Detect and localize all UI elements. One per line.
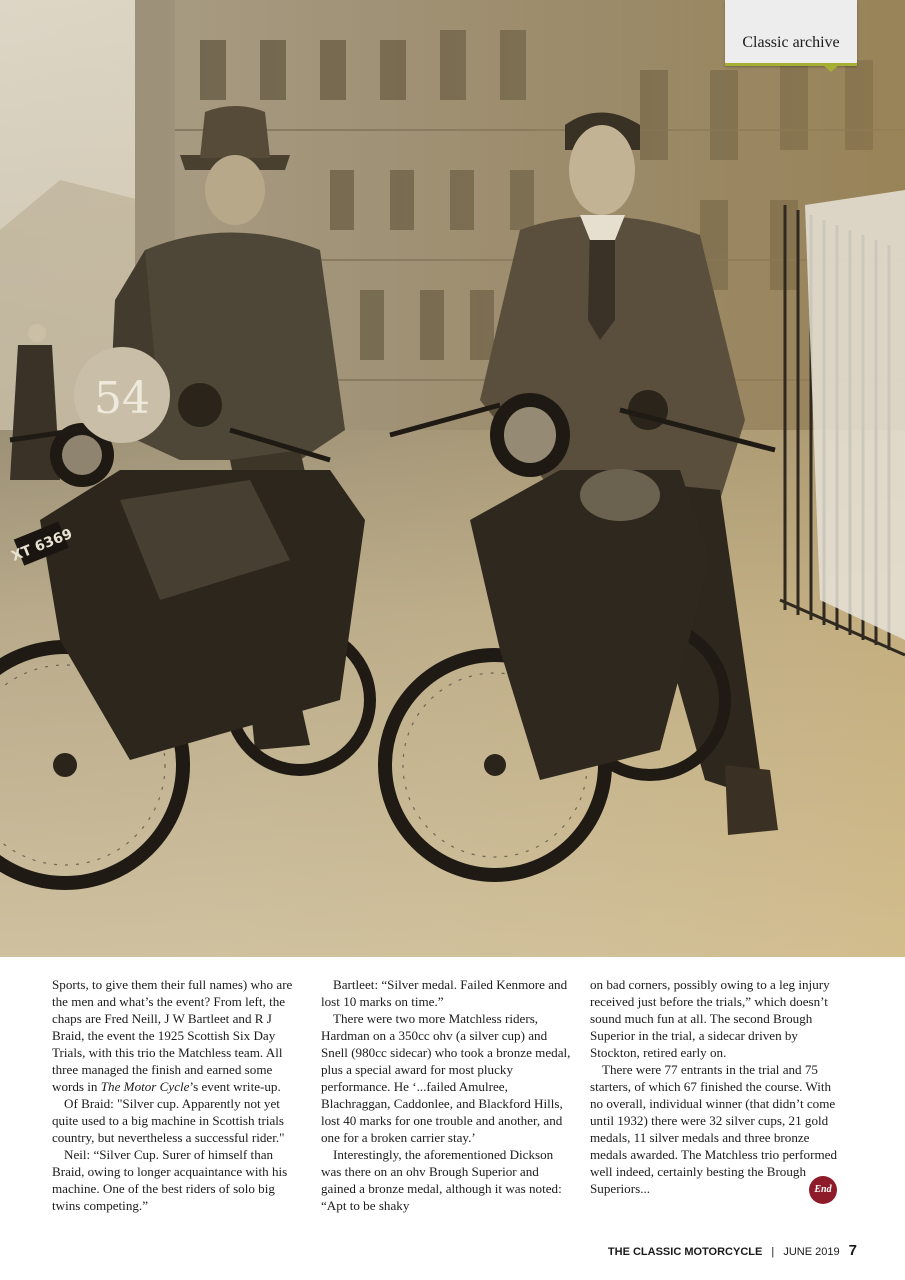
text-segment: Sports, to give them their full names) who are the men and what’s the event? From left, the chaps are Fred Neill, J W Bartleet and R J Braid, the event the 1925 Scottish Six Day Trials, with this trio the Matchless team. All three managed the finish and earned some words in bbox=[52, 977, 293, 1094]
magazine-title: THE CLASSIC MOTORCYCLE bbox=[607, 1246, 763, 1258]
article-column-2 bbox=[321, 976, 573, 1214]
end-marker: End bbox=[809, 1176, 837, 1204]
paragraph bbox=[590, 1061, 842, 1197]
paragraph bbox=[52, 976, 304, 1095]
section-tag-label: Classic archive bbox=[742, 34, 840, 51]
paragraph bbox=[52, 1095, 304, 1146]
page-footer bbox=[608, 1242, 857, 1259]
paragraph bbox=[321, 1146, 573, 1214]
paragraph bbox=[321, 976, 573, 1010]
section-tag bbox=[725, 0, 857, 66]
paragraph bbox=[52, 1146, 304, 1214]
text-segment: ’s event write-up. bbox=[189, 1079, 281, 1094]
text-segment: Bartleet: “Silver medal. Failed Kenmore and lost 10 marks on time.” bbox=[321, 977, 568, 1009]
section-tag-pointer bbox=[822, 64, 840, 72]
article-column-1 bbox=[52, 976, 304, 1214]
text-segment: There were 77 entrants in the trial and 75 starters, of which 67 finished the course. With no overall, individual winner (that didn’t come until 1932) there were 32 silver cups, 21 gold medals, 11 silver medals and three bronze medals awarded. The Matchless trio performed well indeed, certainly besting the Brough Superiors... bbox=[590, 1062, 837, 1196]
text-segment: Neil: “Silver Cup. Surer of himself than Braid, owing to longer acquaintance with his machine. One of the best riders of solo big twins competing.” bbox=[52, 1147, 288, 1213]
text-segment: There were two more Matchless riders, Hardman on a 350cc ohv (a silver cup) and Snell (980cc sidecar) who took a bronze medal, plus a special award for most plucky performance. He ‘...failed Amulree, Blachraggan, Caddonlee, and Blackford Hills, lost 40 marks for one trouble and another, and one for a broken carrier stay.’ bbox=[321, 1011, 571, 1145]
text-segment: on bad corners, possibly owing to a leg injury received just before the trials,” which doesn’t sound much fun at all. The second Brough Superior in the trial, a sidecar driven by Stockton, retired early on. bbox=[590, 977, 830, 1060]
page-number: 7 bbox=[848, 1242, 857, 1259]
article-column-3 bbox=[590, 976, 842, 1197]
footer-separator: | bbox=[771, 1246, 775, 1258]
paragraph bbox=[590, 976, 842, 1061]
text-segment: Of Braid: "Silver cup. Apparently not yet quite used to a big machine in Scottish trials country, but nevertheless a successful rider." bbox=[52, 1096, 285, 1145]
italic-publication-title: The Motor Cycle bbox=[100, 1079, 190, 1094]
race-number: 54 bbox=[94, 373, 150, 424]
number-plate-text: XT 6369 bbox=[9, 526, 75, 565]
paragraph bbox=[321, 1010, 573, 1146]
text-segment: Interestingly, the aforementioned Dickson was there on an ohv Brough Superior and gained a bronze medal, although it was noted: “Apt to be shaky bbox=[321, 1147, 562, 1213]
issue-date: JUNE 2019 bbox=[783, 1246, 840, 1258]
